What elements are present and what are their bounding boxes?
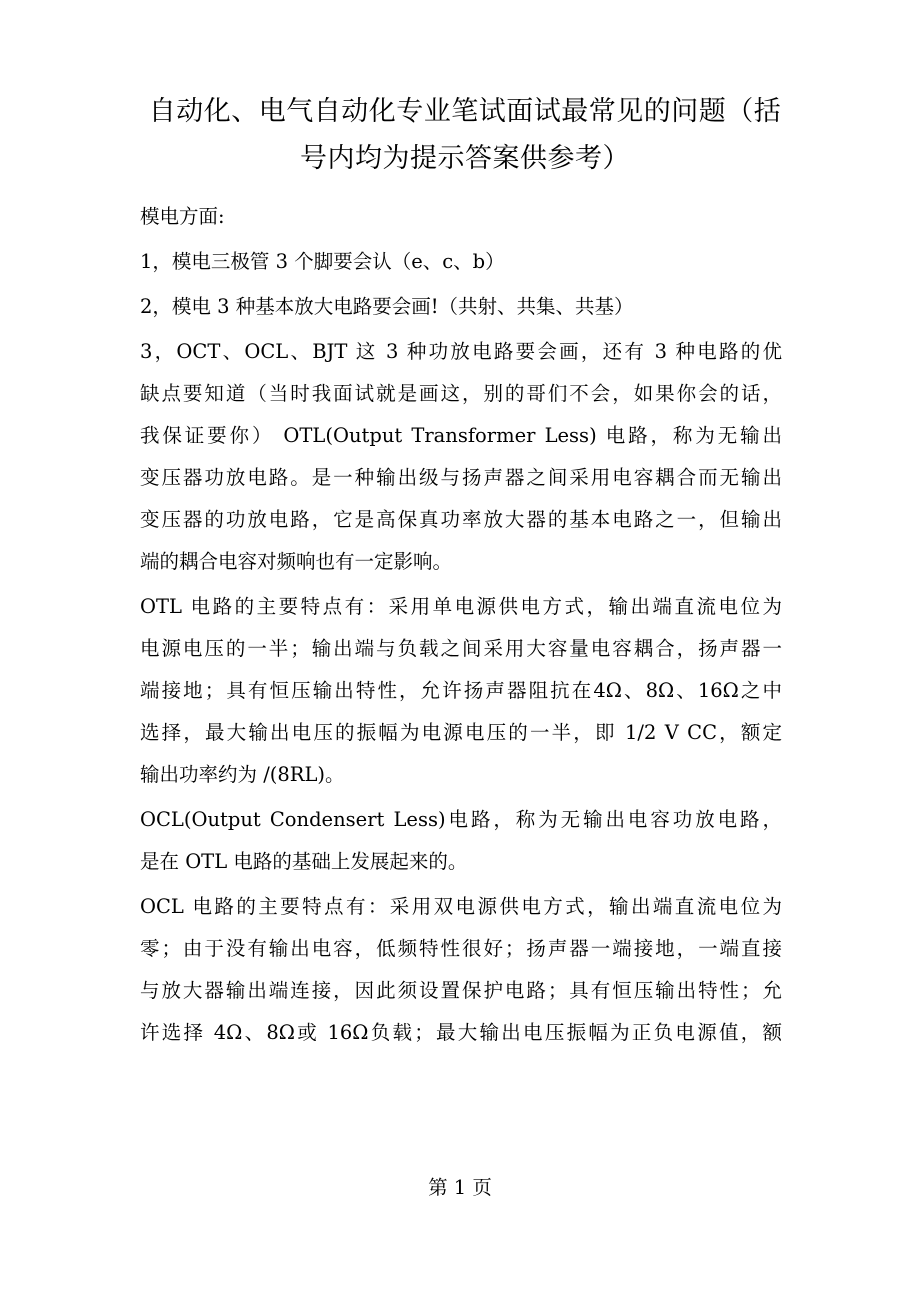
paragraph-ocl-intro (140, 799, 782, 883)
paragraph-otl-features (140, 586, 782, 796)
text-line: OCL(Output Condensert Less)电路，称为无输出电容功放电路， (140, 808, 782, 831)
paragraph-ocl-features (140, 886, 782, 1054)
paragraph-item-2 (140, 286, 782, 328)
text-line: 端接地；具有恒压输出特性，允许扬声器阻抗在4Ω、8Ω、16Ω之中 (140, 679, 782, 702)
text-line: 零；由于没有输出电容，低频特性很好；扬声器一端接地，一端直接 (140, 937, 782, 960)
document-body (140, 196, 782, 1057)
text-line: 端的耦合电容对频响也有一定影响。 (140, 550, 453, 573)
text-line: 变压器的功放电路，它是高保真功率放大器的基本电路之一，但输出 (140, 508, 782, 531)
paragraph-item-3 (140, 331, 782, 583)
text-line: 3，OCT、OCL、BJT 这 3 种功放电路要会画，还有 3 种电路的优 (140, 340, 782, 363)
text-line: 许选择 4Ω、8Ω或 16Ω负载；最大输出电压振幅为正负电源值，额 (140, 1021, 782, 1044)
text-line: 电源电压的一半；输出端与负载之间采用大容量电容耦合，扬声器一 (140, 637, 782, 660)
text-line: 我保证要你） OTL(Output Transformer Less) 电路，称为无输出 (140, 424, 782, 447)
title-line-1: 自动化、电气自动化专业笔试面试最常见的问题（括 (148, 96, 782, 127)
text-line: 2，模电 3 种基本放大电路要会画!（共射、共集、共基） (140, 295, 634, 318)
text-line: 输出功率约为 /(8RL)。 (140, 763, 345, 786)
text-line: 缺点要知道（当时我面试就是画这，别的哥们不会，如果你会的话， (140, 382, 782, 405)
text-line: 变压器功放电路。是一种输出级与扬声器之间采用电容耦合而无输出 (140, 466, 782, 489)
text-line: 是在 OTL 电路的基础上发展起来的。 (140, 850, 468, 873)
page-number: 第 1 页 (428, 1176, 492, 1199)
paragraph-item-1 (140, 241, 782, 283)
paragraph-analog-heading (140, 196, 782, 238)
text-line: 模电方面: (140, 205, 225, 228)
title-line-2: 号内均为提示答案供参考） (300, 143, 630, 174)
document-title (140, 88, 790, 182)
text-line: 选择，最大输出电压的振幅为电源电压的一半，即 1/2 V CC，额定 (140, 721, 782, 744)
text-line: 与放大器输出端连接，因此须设置保护电路；具有恒压输出特性；允 (140, 979, 782, 1002)
text-line: OCL 电路的主要特点有：采用双电源供电方式，输出端直流电位为 (140, 895, 782, 918)
text-line: 1，模电三极管 3 个脚要会认（e、c、b） (140, 250, 505, 273)
text-line: OTL 电路的主要特点有：采用单电源供电方式，输出端直流电位为 (140, 595, 782, 618)
